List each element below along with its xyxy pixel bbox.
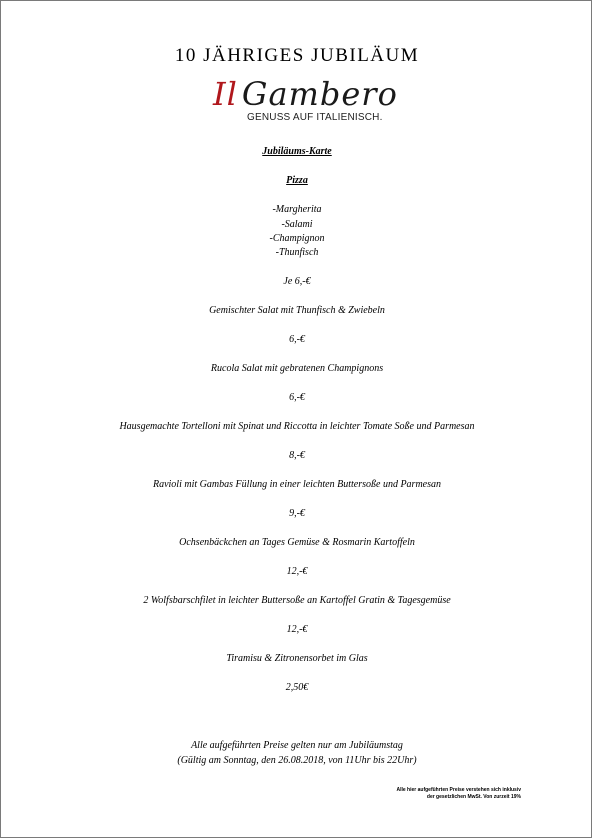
vat-note-line: Alle hier aufgeführten Preise verstehen sich inklusiv <box>396 787 521 793</box>
pizza-heading: Pizza <box>286 175 308 186</box>
dish-price: 6,-€ <box>289 392 305 403</box>
dish-price: 12,-€ <box>286 624 308 635</box>
dish-name: Ochsenbäckchen an Tages Gemüse & Rosmarin Kartoffeln <box>179 537 415 548</box>
dish-name: Tiramisu & Zitronensorbet im Glas <box>226 653 368 664</box>
logo-tagline: GENUSS AUF ITALIENISCH. <box>247 112 383 123</box>
dish-price: 9,-€ <box>289 508 305 519</box>
validity-date: (Gültig am Sonntag, den 26.08.2018, von 11Uhr bis 22Uhr) <box>177 755 417 766</box>
menu-heading: Jubiläums-Karte <box>262 146 332 157</box>
dish-name: Gemischter Salat mit Thunfisch & Zwiebeln <box>209 305 385 316</box>
dish-price: 2,50€ <box>285 682 309 693</box>
jubilee-title: 10 JÄHRIGES JUBILÄUM <box>174 45 420 66</box>
pizza-price: Je 6,-€ <box>283 276 311 287</box>
pizza-item: -Margherita <box>272 204 322 215</box>
dish-name: Rucola Salat mit gebratenen Champignons <box>210 363 384 374</box>
dish-price: 6,-€ <box>289 334 305 345</box>
pizza-item: -Salami <box>281 219 313 230</box>
dish-name: Ravioli mit Gambas Füllung in einer leichten Buttersoße und Parmesan <box>152 479 441 490</box>
restaurant-logo <box>213 75 398 113</box>
dish-price: 12,-€ <box>286 566 308 577</box>
dish-name: 2 Wolfsbarschfilet in leichter Buttersoße an Kartoffel Gratin & Tagesgemüse <box>143 595 451 606</box>
validity-note: Alle aufgeführten Preise gelten nur am Jubiläumstag <box>191 740 403 751</box>
pizza-item: -Champignon <box>269 233 325 244</box>
dish-name: Hausgemachte Tortelloni mit Spinat und Riccotta in leichter Tomate Soße und Parmesan <box>119 421 475 432</box>
vat-note-line: der gesetzlichen MwSt. Von zurzeit 19% <box>426 794 521 800</box>
dish-price: 8,-€ <box>289 450 305 461</box>
logo-name: Gambero <box>241 75 398 113</box>
vat-note <box>397 787 522 801</box>
pizza-item: -Thunfisch <box>275 247 319 258</box>
logo-prefix: Il <box>213 75 238 113</box>
